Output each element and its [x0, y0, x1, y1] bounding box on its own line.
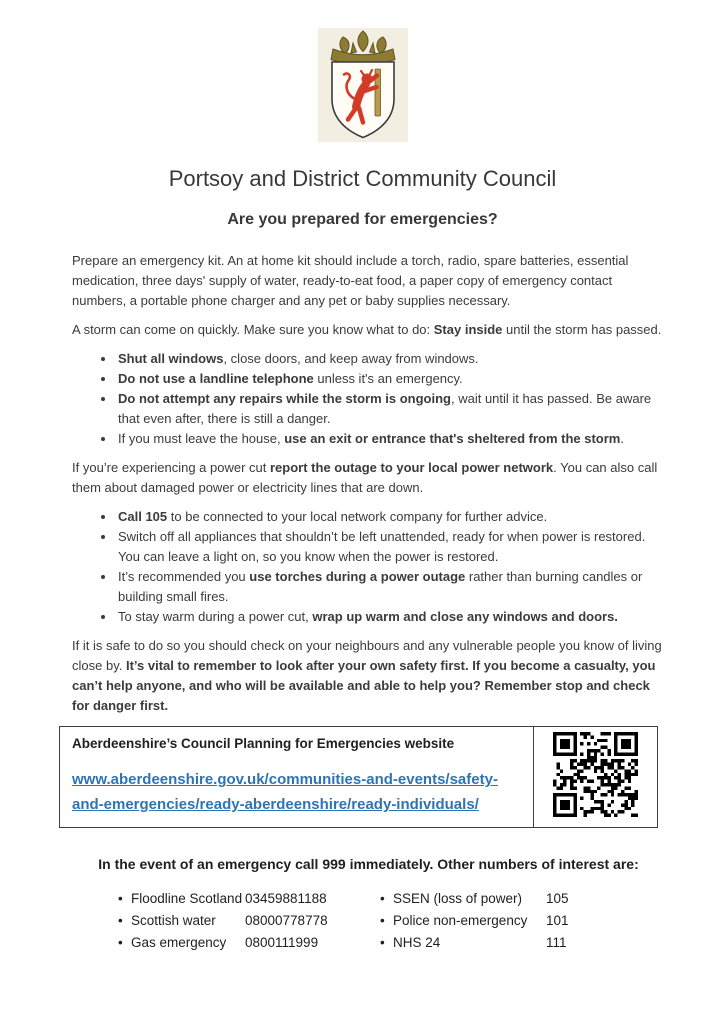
list-item [380, 888, 569, 910]
number-label: SSEN (loss of power) [393, 891, 523, 906]
bullet-icon: • [118, 935, 123, 950]
paragraph-check-neighbours: If it is safe to do so you should check on your neighbours and any vulnerable people you know of living close by. It’s vital to remember to look after your own safety first. If you become a casualty, you can’t help anyone, and who will be available and able to help you? Remember stop and check for danger first. [72, 638, 662, 713]
list-item [380, 932, 569, 954]
list-item [118, 888, 380, 910]
emergency-numbers-left-column [118, 888, 380, 954]
bullet-icon: • [380, 891, 385, 906]
list-item: • It’s recommended you use torches during a power outage rather than burning candles or building small fires. [116, 567, 665, 607]
document-body [72, 251, 665, 954]
number-label: Scottish water [131, 913, 216, 928]
qr-cell [533, 727, 657, 827]
number-label: NHS 24 [393, 935, 441, 950]
emergency-numbers-heading: In the event of an emergency call 999 immediately. Other numbers of interest are: [98, 856, 639, 872]
bullet-icon: • [118, 891, 123, 906]
list-item: • Switch off all appliances that shouldn’t be left unattended, ready for when power is restored. You can leave a light on, so you know when the power is restored. [116, 527, 665, 567]
list-item [118, 910, 380, 932]
phone-number: 0800111999 [245, 935, 319, 950]
list-item: • To stay warm during a power cut, wrap up warm and close any windows and doors. [116, 607, 665, 627]
paragraph-emergency-kit: Prepare an emergency kit. An at home kit should include a torch, radio, spare batteries, essential medication, three days' supply of water, ready-to-eat food, a paper copy of emergency contact numbers, a portable phone charger and any pet or baby supplies necessary. [72, 253, 629, 308]
website-info-box [59, 726, 658, 828]
phone-number: 03459881188 [245, 891, 327, 906]
bullet-icon: • [380, 935, 385, 950]
aberdeenshire-website-link[interactable]: www.aberdeenshire.gov.uk/communities-and-events/safety-and-emergencies/ready-aberdeenshire/ready-individuals/ [72, 771, 498, 813]
website-info-text [60, 727, 533, 827]
list-item: • If you must leave the house, use an exit or entrance that's sheltered from the storm. [116, 429, 665, 449]
list-item [380, 910, 569, 932]
phone-number: 08000778778 [245, 913, 328, 928]
number-label: Floodline Scotland [131, 891, 243, 906]
number-label: Police non-emergency [393, 913, 528, 928]
storm-advice-list [72, 349, 665, 449]
council-crest-icon [318, 28, 408, 142]
power-cut-advice-list [72, 507, 665, 627]
phone-number: 111 [546, 935, 567, 950]
emergency-numbers-list [118, 888, 665, 954]
emergency-numbers-right-column [380, 888, 569, 954]
number-label: Gas emergency [131, 935, 227, 950]
bullet-icon: • [380, 913, 385, 928]
list-item [118, 932, 380, 954]
website-box-heading: Aberdeenshire’s Council Planning for Emergencies website [72, 736, 455, 751]
page-subtitle: Are you prepared for emergencies? [227, 211, 498, 228]
bullet-icon: • [118, 913, 123, 928]
list-item: • Call 105 to be connected to your local network company for further advice. [116, 507, 665, 527]
paragraph-storm-warning: A storm can come on quickly. Make sure you know what to do: Stay inside until the storm has passed. [72, 322, 662, 337]
list-item: • Shut all windows, close doors, and keep away from windows. [116, 349, 665, 369]
phone-number: 105 [546, 891, 569, 906]
phone-number: 101 [546, 913, 569, 928]
list-item: • Do not attempt any repairs while the storm is ongoing, wait until it has passed. Be aware that even after, there is still a danger. [116, 389, 665, 429]
list-item: • Do not use a landline telephone unless it's an emergency. [116, 369, 665, 389]
page-title: Portsoy and District Community Council [168, 166, 557, 191]
paragraph-power-cut: If you’re experiencing a power cut report the outage to your local power network. You can also call them about damaged power or electricity lines that are down. [72, 460, 658, 495]
qr-code-icon [553, 732, 638, 823]
